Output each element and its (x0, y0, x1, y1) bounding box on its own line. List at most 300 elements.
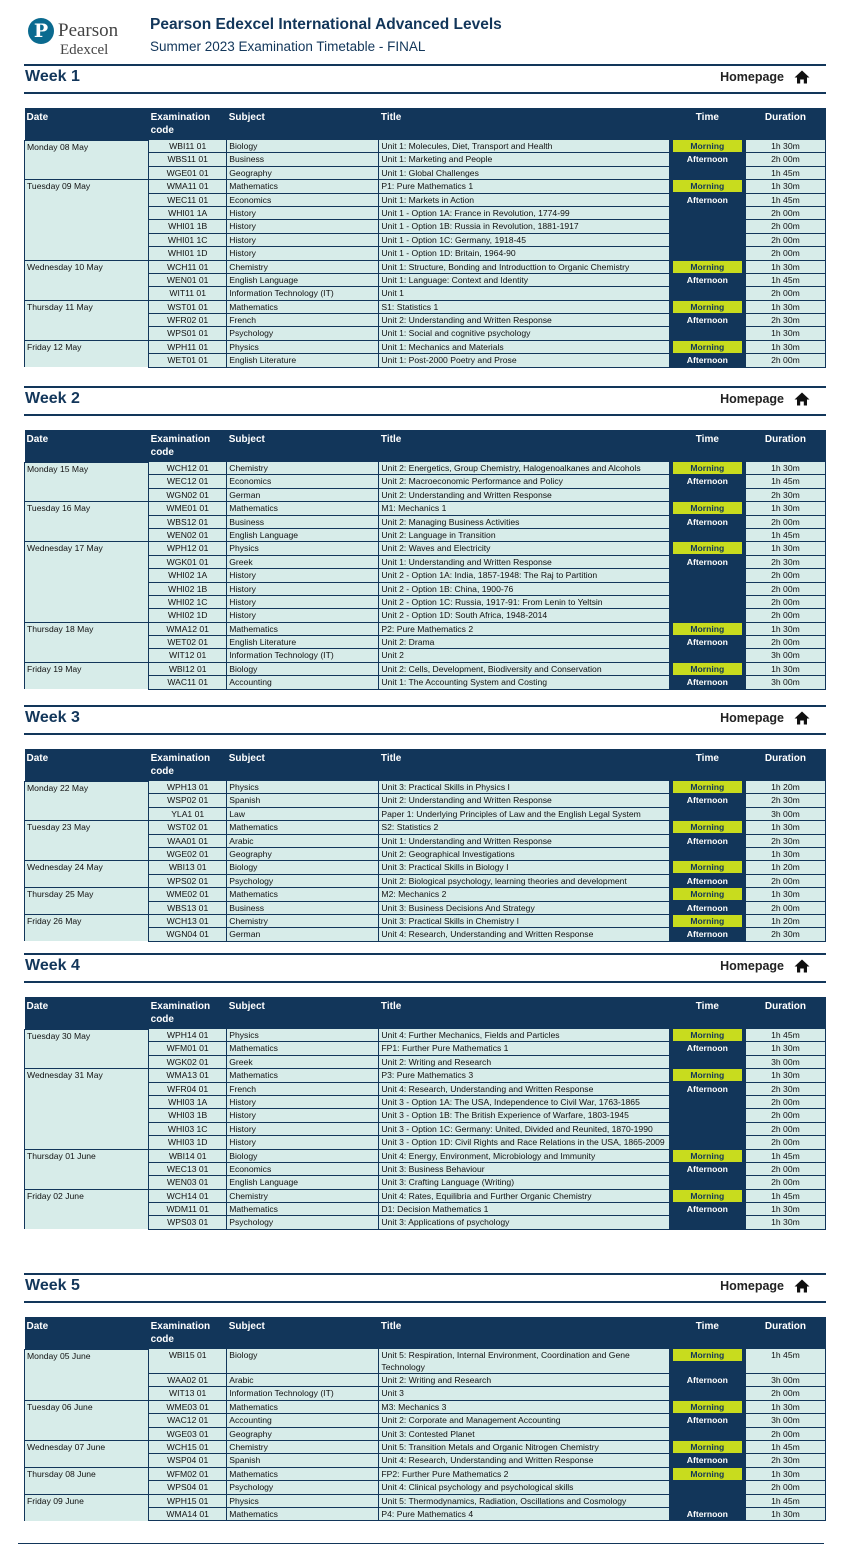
exam-code-cell: WEC12 01 (149, 475, 227, 488)
homepage-label: Homepage (720, 711, 784, 725)
subject-cell: English Language (227, 273, 379, 286)
time-cell: Afternoon (669, 555, 745, 568)
column-header: Time (669, 430, 745, 462)
subject-cell: Mathematics (227, 300, 379, 313)
duration-cell: 2h 00m (745, 1095, 825, 1108)
subject-cell: Chemistry (227, 914, 379, 927)
subject-cell: Physics (227, 542, 379, 555)
exam-code-cell: WHI03 1D (149, 1136, 227, 1149)
time-cell: Afternoon (669, 794, 745, 807)
subject-cell: Psychology (227, 874, 379, 887)
date-cell (25, 1427, 149, 1440)
date-cell: Wednesday 31 May (25, 1069, 149, 1082)
table-row (25, 1149, 826, 1162)
duration-cell: 1h 45m (745, 1149, 825, 1162)
subject-cell: Arabic (227, 1374, 379, 1387)
table-row (25, 609, 826, 622)
table-row (25, 1216, 826, 1229)
time-cell (669, 1189, 745, 1202)
date-cell (25, 901, 149, 914)
date-cell: Thursday 08 June (25, 1467, 149, 1480)
subject-cell: Mathematics (227, 1400, 379, 1413)
date-cell (25, 636, 149, 649)
morning-badge: Morning (673, 1468, 742, 1480)
date-cell (25, 1414, 149, 1427)
table-row (25, 622, 826, 635)
duration-cell: 1h 30m (745, 502, 825, 515)
date-cell: Friday 12 May (25, 340, 149, 353)
morning-badge: Morning (673, 1029, 742, 1041)
home-icon[interactable] (794, 1279, 810, 1293)
date-cell (25, 247, 149, 260)
column-header: Time (669, 997, 745, 1029)
exam-code-cell: WHI02 1C (149, 595, 227, 608)
duration-cell: 2h 30m (745, 314, 825, 327)
column-header: Date (25, 997, 149, 1029)
table-row (25, 874, 826, 887)
subject-cell: Business (227, 515, 379, 528)
exam-code-cell: WHI03 1B (149, 1109, 227, 1122)
column-header: Subject (227, 749, 379, 781)
date-cell: Tuesday 30 May (25, 1029, 149, 1042)
table-row (25, 233, 826, 246)
title-cell: Unit 1 - Option 1C: Germany, 1918-45 (379, 233, 669, 246)
date-cell (25, 1374, 149, 1387)
title-cell: FP2: Further Pure Mathematics 2 (379, 1467, 669, 1480)
week-title: Week 1 (25, 68, 80, 85)
exam-code-cell: WEN03 01 (149, 1176, 227, 1189)
homepage-link[interactable] (720, 959, 810, 973)
exam-code-cell: WHI01 1A (149, 206, 227, 219)
title-cell: M1: Mechanics 1 (379, 502, 669, 515)
title-cell: Unit 1: Global Challenges (379, 166, 669, 179)
exam-code-cell: WCH12 01 (149, 462, 227, 475)
duration-cell: 2h 00m (745, 206, 825, 219)
time-cell (669, 206, 745, 219)
title-cell: Paper 1: Underlying Principles of Law and the English Legal System (379, 807, 669, 820)
title-cell: Unit 4: Rates, Equilibria and Further Organic Chemistry (379, 1189, 669, 1202)
subject-cell: Psychology (227, 327, 379, 340)
date-cell (25, 874, 149, 887)
title-cell: Unit 3 - Option 1B: The British Experience of Warfare, 1803-1945 (379, 1109, 669, 1122)
column-header: Date (25, 1317, 149, 1349)
subject-cell: Spanish (227, 1454, 379, 1467)
subject-cell: History (227, 569, 379, 582)
subject-cell: Information Technology (IT) (227, 649, 379, 662)
date-cell: Monday 15 May (25, 462, 149, 475)
homepage-label: Homepage (720, 1279, 784, 1293)
date-cell (25, 649, 149, 662)
exam-code-cell: WAA01 01 (149, 834, 227, 847)
exam-code-cell: WGK01 01 (149, 555, 227, 568)
table-row (25, 1454, 826, 1467)
exam-code-cell: WEC11 01 (149, 193, 227, 206)
exam-code-cell: WBI15 01 (149, 1349, 227, 1374)
date-cell (25, 233, 149, 246)
exam-code-cell: WFM02 01 (149, 1467, 227, 1480)
duration-cell: 1h 30m (745, 180, 825, 193)
column-header: Date (25, 430, 149, 462)
exam-code-cell: WPH13 01 (149, 781, 227, 794)
table-row (25, 807, 826, 820)
date-cell: Thursday 18 May (25, 622, 149, 635)
timetable-table (24, 108, 826, 368)
duration-cell: 1h 30m (745, 260, 825, 273)
homepage-link[interactable] (720, 392, 810, 406)
time-cell (669, 180, 745, 193)
title-cell: Unit 2: Managing Business Activities (379, 515, 669, 528)
title-cell: Unit 1: Molecules, Diet, Transport and Health (379, 140, 669, 153)
title-cell: Unit 2: Cells, Development, Biodiversity and Conservation (379, 662, 669, 675)
table-row (25, 1109, 826, 1122)
duration-cell: 2h 30m (745, 1082, 825, 1095)
title-cell: Unit 2: Biological psychology, learning theories and development (379, 874, 669, 887)
duration-cell: 1h 20m (745, 781, 825, 794)
exam-code-cell: WGK02 01 (149, 1055, 227, 1068)
title-cell: Unit 3: Business Behaviour (379, 1162, 669, 1175)
duration-cell: 2h 30m (745, 1454, 825, 1467)
time-cell (669, 1467, 745, 1480)
subject-cell: Psychology (227, 1481, 379, 1494)
table-row (25, 1069, 826, 1082)
duration-cell: 1h 45m (745, 273, 825, 286)
date-cell: Wednesday 07 June (25, 1440, 149, 1453)
time-cell (669, 1176, 745, 1189)
morning-badge: Morning (673, 542, 742, 554)
duration-cell: 1h 45m (745, 1494, 825, 1507)
title-cell: Unit 2: Understanding and Written Response (379, 794, 669, 807)
exam-code-cell: WSP02 01 (149, 794, 227, 807)
time-cell (669, 1069, 745, 1082)
subject-cell: French (227, 314, 379, 327)
subject-cell: Mathematics (227, 180, 379, 193)
home-icon[interactable] (794, 392, 810, 406)
exam-code-cell: WME01 01 (149, 502, 227, 515)
duration-cell: 2h 00m (745, 874, 825, 887)
date-cell: Thursday 25 May (25, 888, 149, 901)
homepage-link[interactable] (720, 711, 810, 725)
title-cell: M2: Mechanics 2 (379, 888, 669, 901)
duration-cell: 3h 00m (745, 1414, 825, 1427)
subject-cell: Mathematics (227, 502, 379, 515)
morning-badge: Morning (673, 1401, 742, 1413)
homepage-link[interactable] (720, 1279, 810, 1293)
subject-cell: Psychology (227, 1216, 379, 1229)
time-cell (669, 1440, 745, 1453)
exam-code-cell: WFR02 01 (149, 314, 227, 327)
time-cell (669, 528, 745, 541)
subject-cell: English Language (227, 528, 379, 541)
date-cell: Friday 19 May (25, 662, 149, 675)
exam-code-cell: WPH14 01 (149, 1029, 227, 1042)
duration-cell: 3h 00m (745, 676, 825, 689)
time-cell (669, 781, 745, 794)
table-row (25, 166, 826, 179)
title-cell: Unit 1: The Accounting System and Costing (379, 676, 669, 689)
home-icon[interactable] (794, 711, 810, 725)
week-section (24, 705, 826, 942)
duration-cell: 2h 00m (745, 1176, 825, 1189)
duration-cell: 1h 30m (745, 888, 825, 901)
duration-cell: 1h 30m (745, 1467, 825, 1480)
table-row (25, 1189, 826, 1202)
date-cell (25, 1055, 149, 1068)
date-cell (25, 314, 149, 327)
table-row (25, 649, 826, 662)
subject-cell: Geography (227, 166, 379, 179)
title-cell: Unit 2: Drama (379, 636, 669, 649)
date-cell (25, 1454, 149, 1467)
duration-cell: 2h 00m (745, 569, 825, 582)
subject-cell: Accounting (227, 1414, 379, 1427)
title-cell: Unit 4: Energy, Environment, Microbiology and Immunity (379, 1149, 669, 1162)
duration-cell: 1h 45m (745, 475, 825, 488)
week-section (24, 953, 826, 1230)
time-cell (669, 609, 745, 622)
date-cell (25, 582, 149, 595)
table-row (25, 1042, 826, 1055)
exam-code-cell: WSP04 01 (149, 1454, 227, 1467)
subject-cell: History (227, 1095, 379, 1108)
title-cell: Unit 2 - Option 1C: Russia, 1917-91: From Lenin to Yeltsin (379, 595, 669, 608)
duration-cell: 2h 30m (745, 488, 825, 501)
duration-cell: 2h 30m (745, 555, 825, 568)
title-cell: Unit 2: Writing and Research (379, 1374, 669, 1387)
table-row (25, 1494, 826, 1507)
time-cell (669, 462, 745, 475)
duration-cell: 2h 00m (745, 595, 825, 608)
date-cell: Wednesday 10 May (25, 260, 149, 273)
duration-cell: 1h 30m (745, 821, 825, 834)
time-cell (669, 847, 745, 860)
column-header: Time (669, 1317, 745, 1349)
table-row (25, 193, 826, 206)
table-row (25, 834, 826, 847)
exam-code-cell: WFM01 01 (149, 1042, 227, 1055)
subject-cell: English Literature (227, 354, 379, 367)
title-cell: Unit 3: Practical Skills in Chemistry I (379, 914, 669, 927)
time-cell: Afternoon (669, 676, 745, 689)
table-header-row (25, 430, 826, 462)
time-cell: Afternoon (669, 636, 745, 649)
title-cell: Unit 2: Language in Transition (379, 528, 669, 541)
week-header-bar (24, 64, 826, 94)
exam-code-cell: WMA13 01 (149, 1069, 227, 1082)
exam-code-cell: WPH15 01 (149, 1494, 227, 1507)
exam-code-cell: WBI14 01 (149, 1149, 227, 1162)
subject-cell: History (227, 220, 379, 233)
time-cell: Afternoon (669, 314, 745, 327)
date-cell (25, 273, 149, 286)
title-cell: Unit 4: Research, Understanding and Written Response (379, 928, 669, 941)
title-cell: Unit 1: Understanding and Written Response (379, 555, 669, 568)
exam-code-cell: WME02 01 (149, 888, 227, 901)
time-cell: Afternoon (669, 874, 745, 887)
title-cell: P4: Pure Mathematics 4 (379, 1507, 669, 1520)
duration-cell: 3h 00m (745, 807, 825, 820)
time-cell (669, 662, 745, 675)
exam-code-cell: WHI03 1C (149, 1122, 227, 1135)
subject-cell: Accounting (227, 676, 379, 689)
table-row (25, 140, 826, 153)
table-row (25, 1507, 826, 1520)
title-cell: Unit 4: Research, Understanding and Written Response (379, 1454, 669, 1467)
morning-badge: Morning (673, 341, 742, 353)
home-icon[interactable] (794, 959, 810, 973)
table-row (25, 1414, 826, 1427)
exam-code-cell: WIT12 01 (149, 649, 227, 662)
time-cell (669, 220, 745, 233)
subject-cell: Mathematics (227, 888, 379, 901)
home-icon[interactable] (794, 70, 810, 84)
time-cell: Afternoon (669, 153, 745, 166)
subject-cell: French (227, 1082, 379, 1095)
date-cell (25, 1387, 149, 1400)
date-cell (25, 1203, 149, 1216)
exam-code-cell: WET01 01 (149, 354, 227, 367)
duration-cell: 2h 00m (745, 636, 825, 649)
title-cell: Unit 4: Further Mechanics, Fields and Particles (379, 1029, 669, 1042)
title-cell: Unit 4: Research, Understanding and Written Response (379, 1082, 669, 1095)
subject-cell: Arabic (227, 834, 379, 847)
subject-cell: Business (227, 901, 379, 914)
table-row (25, 515, 826, 528)
exam-code-cell: WFR04 01 (149, 1082, 227, 1095)
time-cell (669, 1149, 745, 1162)
table-row (25, 1349, 826, 1374)
time-cell (669, 233, 745, 246)
exam-code-cell: WAC12 01 (149, 1414, 227, 1427)
table-row (25, 1082, 826, 1095)
table-row (25, 914, 826, 927)
table-row (25, 502, 826, 515)
time-cell (669, 1055, 745, 1068)
time-cell (669, 260, 745, 273)
subject-cell: History (227, 1109, 379, 1122)
subject-cell: Physics (227, 1494, 379, 1507)
date-cell (25, 834, 149, 847)
morning-badge: Morning (673, 140, 742, 152)
date-cell (25, 1082, 149, 1095)
time-cell (669, 300, 745, 313)
table-row (25, 781, 826, 794)
bottom-rule (18, 1543, 824, 1544)
title-cell: Unit 1: Mechanics and Materials (379, 340, 669, 353)
duration-cell: 3h 00m (745, 1374, 825, 1387)
duration-cell: 1h 30m (745, 1507, 825, 1520)
morning-badge: Morning (673, 623, 742, 635)
table-row (25, 1374, 826, 1387)
date-cell: Monday 08 May (25, 140, 149, 153)
morning-badge: Morning (673, 821, 742, 833)
title-cell: Unit 3: Applications of psychology (379, 1216, 669, 1229)
table-row (25, 676, 826, 689)
title-cell: Unit 1 - Option 1A: France in Revolution, 1774-99 (379, 206, 669, 219)
subject-cell: Chemistry (227, 260, 379, 273)
duration-cell: 1h 30m (745, 542, 825, 555)
table-row (25, 1095, 826, 1108)
date-cell: Thursday 11 May (25, 300, 149, 313)
time-cell (669, 1109, 745, 1122)
duration-cell: 2h 00m (745, 901, 825, 914)
exam-code-cell: WGN02 01 (149, 488, 227, 501)
title-cell: Unit 1: Markets in Action (379, 193, 669, 206)
date-cell (25, 609, 149, 622)
table-row (25, 180, 826, 193)
exam-code-cell: WGN04 01 (149, 928, 227, 941)
week-section (24, 1273, 826, 1521)
time-cell (669, 247, 745, 260)
exam-code-cell: WST02 01 (149, 821, 227, 834)
time-cell (669, 821, 745, 834)
subject-cell: History (227, 595, 379, 608)
table-row (25, 1136, 826, 1149)
time-cell (669, 1494, 745, 1507)
date-cell: Monday 05 June (25, 1349, 149, 1374)
date-cell: Friday 09 June (25, 1494, 149, 1507)
duration-cell: 2h 00m (745, 1162, 825, 1175)
table-row (25, 1440, 826, 1453)
table-row (25, 1055, 826, 1068)
exam-code-cell: WCH14 01 (149, 1189, 227, 1202)
homepage-label: Homepage (720, 70, 784, 84)
title-cell: P3: Pure Mathematics 3 (379, 1069, 669, 1082)
table-row (25, 1400, 826, 1413)
time-cell (669, 1400, 745, 1413)
title-cell: Unit 1: Language: Context and Identity (379, 273, 669, 286)
title-cell: Unit 4: Clinical psychology and psychological skills (379, 1481, 669, 1494)
subject-cell: Physics (227, 1029, 379, 1042)
column-header: Title (379, 108, 669, 140)
date-cell (25, 475, 149, 488)
homepage-label: Homepage (720, 959, 784, 973)
morning-badge: Morning (673, 462, 742, 474)
title-cell: Unit 1 - Option 1D: Britain, 1964-90 (379, 247, 669, 260)
title-cell: D1: Decision Mathematics 1 (379, 1203, 669, 1216)
column-header: Time (669, 749, 745, 781)
homepage-link[interactable] (720, 70, 810, 84)
subject-cell: Biology (227, 140, 379, 153)
subject-cell: Chemistry (227, 1189, 379, 1202)
duration-cell: 3h 00m (745, 649, 825, 662)
column-header: Title (379, 749, 669, 781)
exam-code-cell: WIT11 01 (149, 287, 227, 300)
subject-cell: German (227, 488, 379, 501)
time-cell (669, 582, 745, 595)
date-cell: Tuesday 16 May (25, 502, 149, 515)
morning-badge: Morning (673, 301, 742, 313)
table-row (25, 595, 826, 608)
exam-code-cell: WIT13 01 (149, 1387, 227, 1400)
title-cell: Unit 2 - Option 1D: South Africa, 1948-2014 (379, 609, 669, 622)
date-cell (25, 206, 149, 219)
date-cell (25, 807, 149, 820)
title-cell: P1: Pure Mathematics 1 (379, 180, 669, 193)
title-cell: Unit 2: Writing and Research (379, 1055, 669, 1068)
morning-badge: Morning (673, 1150, 742, 1162)
duration-cell: 1h 30m (745, 1400, 825, 1413)
column-header: Subject (227, 997, 379, 1029)
duration-cell: 2h 00m (745, 1481, 825, 1494)
date-cell (25, 555, 149, 568)
exam-code-cell: WCH13 01 (149, 914, 227, 927)
table-row (25, 475, 826, 488)
morning-badge: Morning (673, 781, 742, 793)
table-row (25, 1427, 826, 1440)
subject-cell: Biology (227, 662, 379, 675)
exam-code-cell: WPS01 01 (149, 327, 227, 340)
title-cell: S2: Statistics 2 (379, 821, 669, 834)
